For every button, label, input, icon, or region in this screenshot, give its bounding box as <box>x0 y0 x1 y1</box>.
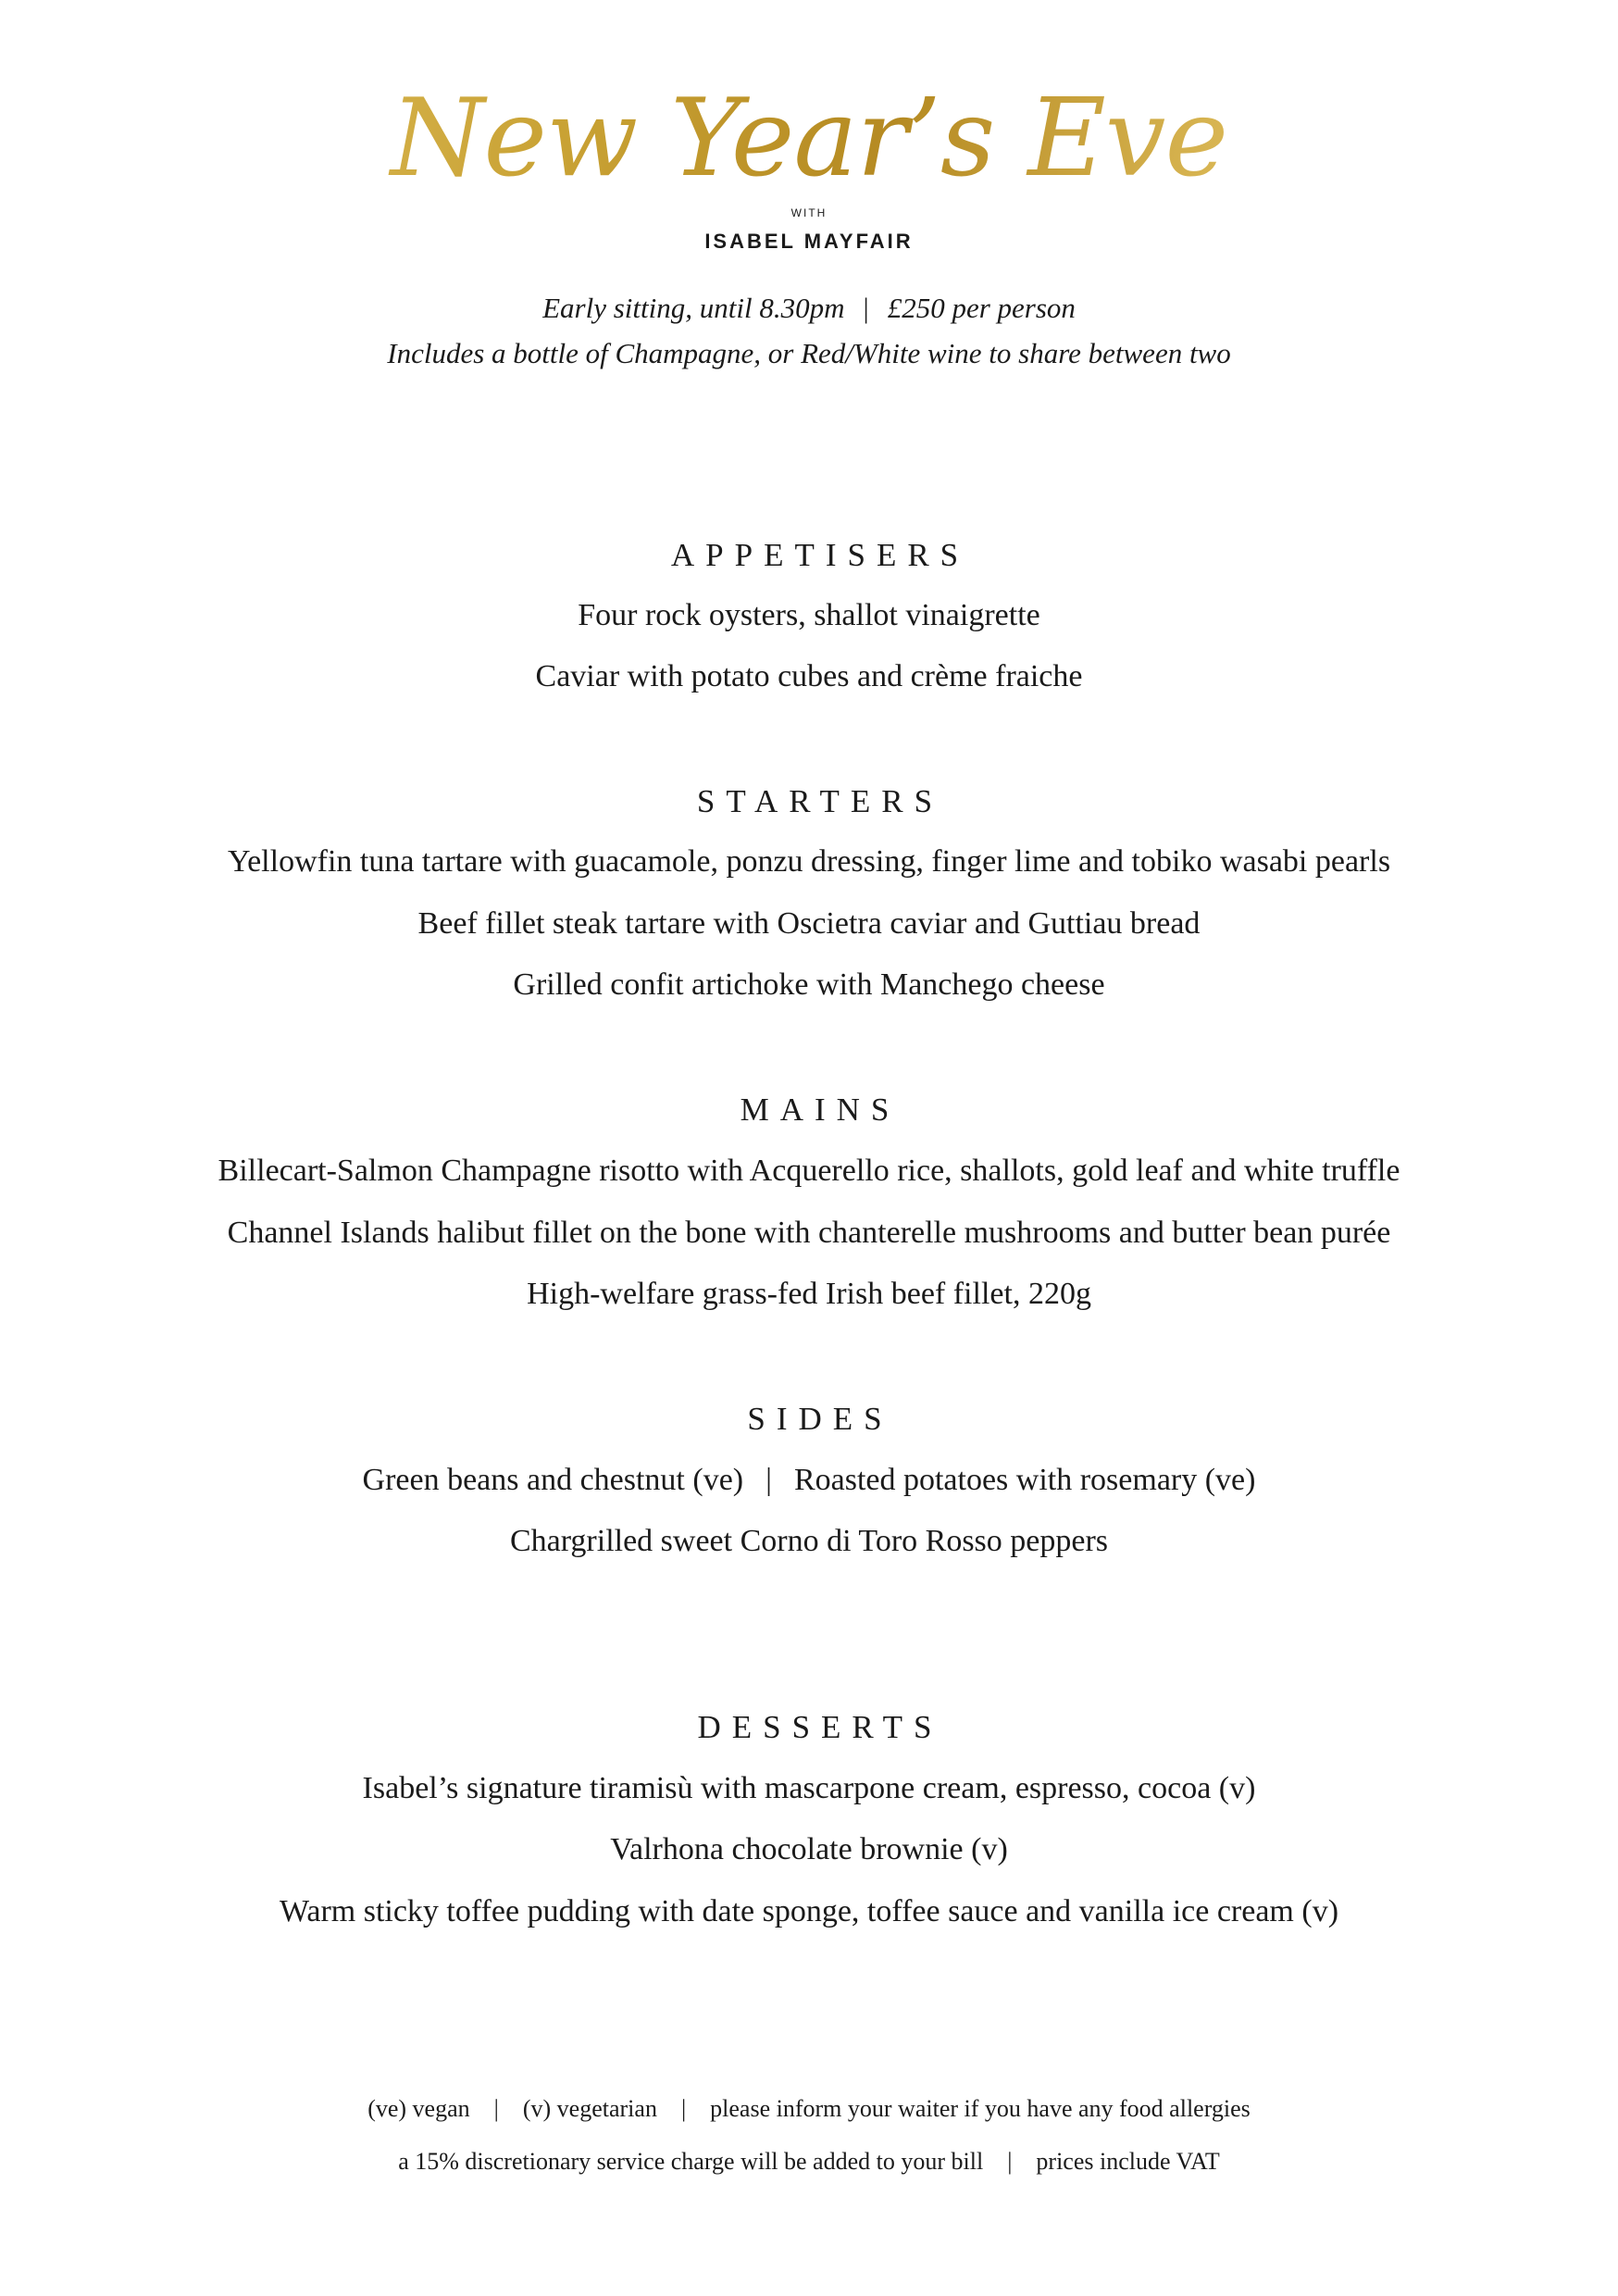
menu-item: Chargrilled sweet Corno di Toro Rosso peppers <box>509 1524 1109 1558</box>
separator: | <box>765 1463 772 1497</box>
menu-item: Channel Islands halibut fillet on the bone with chanterelle mushrooms and butter bean purée <box>227 1216 1391 1250</box>
with-label: WITH <box>790 206 828 219</box>
section-heading-starters: STARTERS <box>696 783 944 819</box>
menu-item: Warm sticky toffee pudding with date sponge, toffee sauce and vanilla ice cream (v) <box>279 1894 1339 1928</box>
footer-line-1 <box>0 2092 1618 2126</box>
menu-item: Four rock oysters, shallot vinaigrette <box>578 598 1040 632</box>
separator: | <box>1007 2148 1013 2175</box>
service-charge-notice: a 15% discretionary service charge will be added to your bill <box>398 2148 984 2175</box>
section-heading-appetisers: APPETISERS <box>670 537 970 573</box>
menu-item: Yellowfin tuna tartare with guacamole, ponzu dressing, finger lime and tobiko wasabi pearls <box>227 844 1391 879</box>
separator: | <box>863 292 869 324</box>
section-heading-desserts: DESSERTS <box>697 1709 943 1745</box>
vegetarian-legend: (v) vegetarian <box>522 2095 657 2122</box>
menu-item: Billecart-Salmon Champagne risotto with Acquerello rice, shallots, gold leaf and white truffle <box>218 1154 1400 1188</box>
menu-item: Beef fillet steak tartare with Oscietra caviar and Guttiau bread <box>417 906 1201 941</box>
menu-item-sides-row <box>0 1460 1618 1501</box>
sitting-time: Early sitting, until 8.30pm <box>542 292 845 324</box>
price: £250 per person <box>887 292 1076 324</box>
vat-notice: prices include VAT <box>1036 2148 1220 2175</box>
menu-item: Isabel’s signature tiramisù with mascarpone cream, espresso, cocoa (v) <box>362 1771 1256 1805</box>
page-title: New Year’s Eve <box>0 74 1618 204</box>
separator: | <box>680 2095 687 2122</box>
section-heading-sides: SIDES <box>747 1401 893 1437</box>
menu-item: Green beans and chestnut (ve) <box>362 1463 744 1497</box>
menu-item: High-welfare grass-fed Irish beef fillet, 220g <box>527 1277 1091 1311</box>
includes-info: Includes a bottle of Champagne, or Red/White wine to share between two <box>387 337 1231 369</box>
menu-item: Caviar with potato cubes and crème fraiche <box>535 659 1083 693</box>
menu-item: Valrhona chocolate brownie (v) <box>610 1832 1008 1866</box>
menu-item: Grilled confit artichoke with Manchego cheese <box>513 967 1105 1002</box>
allergy-notice: please inform your waiter if you have any food allergies <box>710 2095 1251 2122</box>
vegan-legend: (ve) vegan <box>367 2095 470 2122</box>
footer-line-2 <box>0 2145 1618 2178</box>
venue-name: ISABEL MAYFAIR <box>704 230 914 253</box>
sitting-info <box>0 290 1618 327</box>
section-heading-mains: MAINS <box>740 1092 901 1128</box>
menu-item: Roasted potatoes with rosemary (ve) <box>793 1463 1256 1497</box>
separator: | <box>493 2095 499 2122</box>
